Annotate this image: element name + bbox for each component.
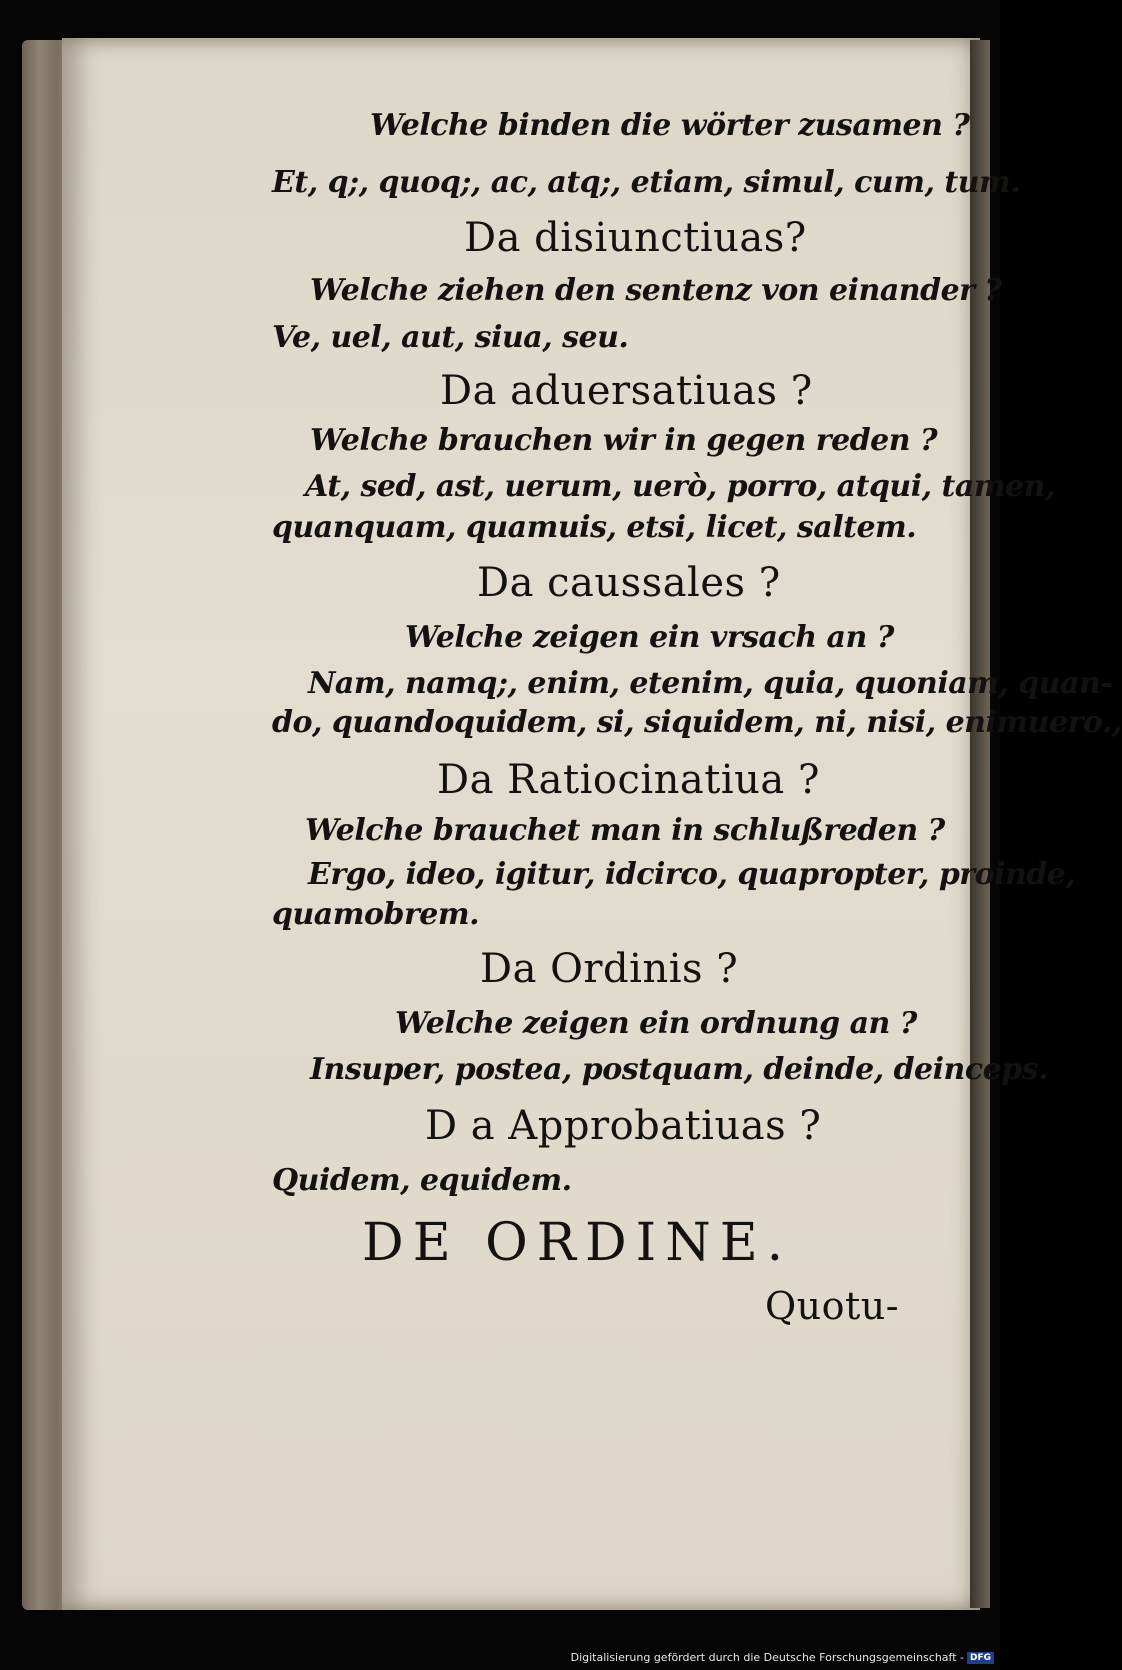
answer-line: At, sed, ast, uerum, uerò, porro, atqui, tamen, [305,469,1055,504]
answer-line: Et, q;, quoq;, ac, atq;, etiam, simul, cum, tum. [272,165,1021,200]
question-line: Welche brauchen wir in gegen reden ? [310,423,938,458]
answer-line: Ergo, ideo, igitur, idcirco, quapropter, proinde, [308,857,1076,892]
section-heading: Da caussales ? [477,560,781,606]
answer-line: quamobrem. [272,897,480,932]
question-line: Welche ziehen den sentenz von einander ? [310,273,1002,308]
chapter-heading: DE ORDINE. [362,1213,793,1273]
question-line: Welche brauchet man in schlußreden ? [305,813,945,848]
footer-credit [571,1651,994,1664]
question-line: Welche binden die wörter zusamen ? [370,108,970,143]
dfg-logo-icon: DFG [967,1652,994,1664]
answer-line: Quidem, equidem. [272,1163,572,1198]
section-heading: Da disiunctiuas? [464,215,807,261]
answer-line: Nam, namq;, enim, etenim, quia, quoniam, quan- [308,666,1113,701]
question-line: Welche zeigen ein vrsach an ? [405,620,894,655]
answer-line: do, quandoquidem, si, siquidem, ni, nisi, enimuero., [272,705,1122,740]
section-heading: Da aduersatiuas ? [440,368,813,414]
answer-line: quanquam, quamuis, etsi, licet, saltem. [272,510,917,545]
question-line: Welche zeigen ein ordnung an ? [395,1006,917,1041]
catchword: Quotu- [765,1284,900,1328]
answer-line: Insuper, postea, postquam, deinde, deinceps. [310,1052,1049,1087]
section-heading: D a Approbatiuas ? [425,1103,822,1149]
answer-line: Ve, uel, aut, siua, seu. [272,320,629,355]
section-heading: Da Ratiocinatiua ? [437,757,820,803]
footer-text: Digitalisierung gefördert durch die Deutsche Forschungsgemeinschaft - [570,1651,964,1664]
section-heading: Da Ordinis ? [480,946,739,992]
